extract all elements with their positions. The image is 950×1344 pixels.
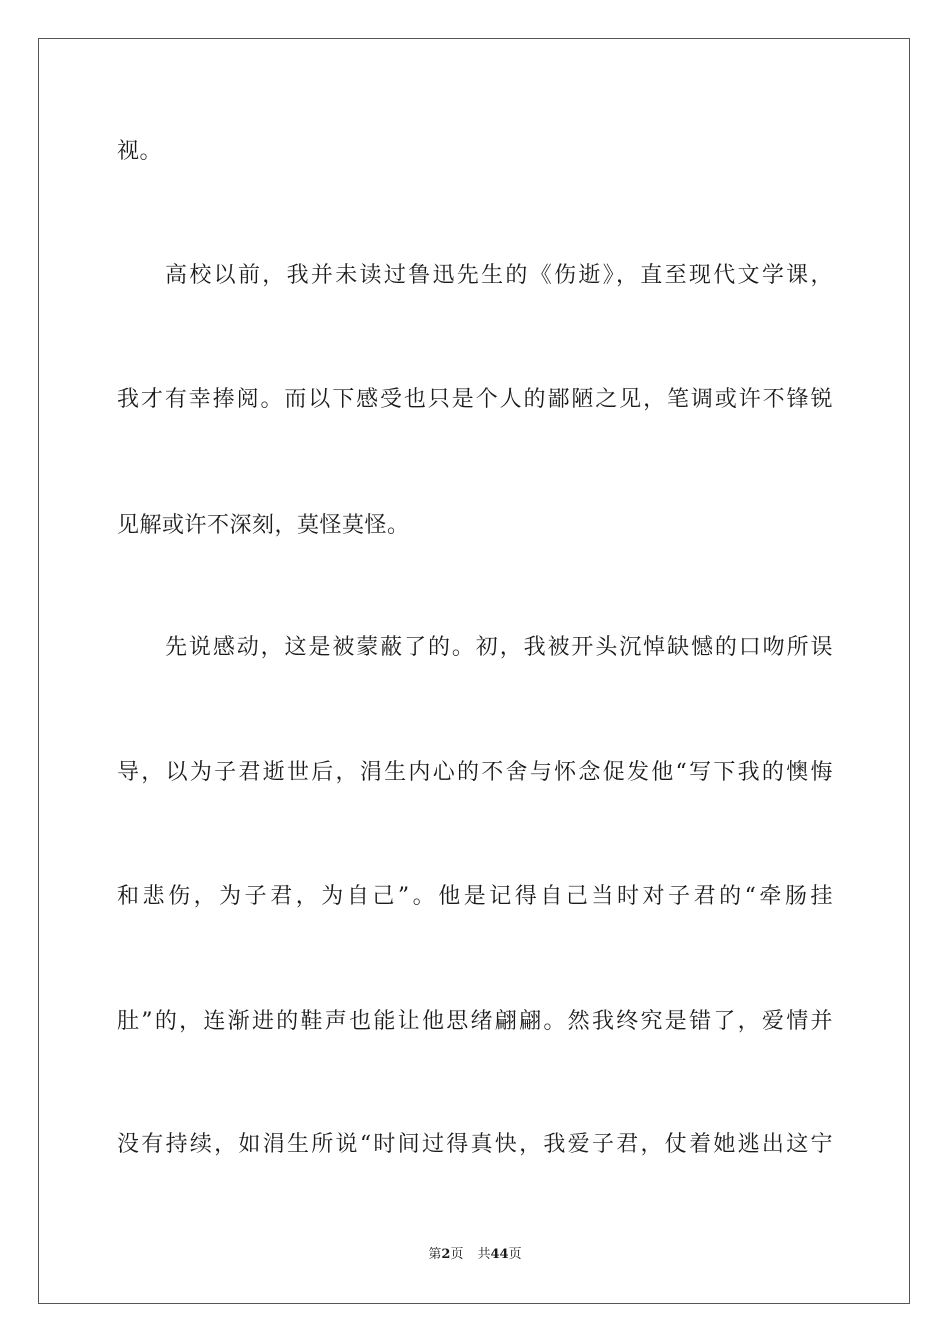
- page-suffix: 页: [450, 1247, 464, 1262]
- paragraph-2-line-3: 见解或许不深刻，莫怪莫怪。: [117, 513, 410, 538]
- page-prefix: 第: [428, 1247, 442, 1262]
- paragraph-3-line-4: 肚”的，连渐进的鞋声也能让他思绪翩翩。然我终究是错了，爱情并: [117, 1009, 833, 1034]
- page-footer: [0, 1246, 950, 1264]
- paragraph-2-line-2: 我才有幸捧阅。而以下感受也只是个人的鄙陋之见，笔调或许不锋锐: [117, 387, 833, 412]
- paragraph-2-line-1: 高校以前，我并未读过鲁迅先生的《伤逝》，直至现代文学课，: [165, 263, 833, 288]
- paragraph-3-line-2: 导，以为子君逝世后，涓生内心的不舍与怀念促发他“写下我的懊悔: [117, 760, 833, 785]
- text-line-1: 视。: [117, 139, 163, 164]
- paragraph-3-line-3: 和悲伤，为子君，为自己”。他是记得自己当时对子君的“牵肠挂: [117, 884, 833, 909]
- paragraph-3-line-1: 先说感动，这是被蒙蔽了的。初，我被开头沉悼缺憾的口吻所误: [165, 635, 833, 660]
- page-border: [38, 38, 910, 1304]
- page-number: 2: [441, 1247, 451, 1262]
- total-pages: 44: [490, 1247, 509, 1262]
- paragraph-3-line-5: 没有持续，如涓生所说“时间过得真快，我爱子君，仗着她逃出这宁: [117, 1132, 833, 1157]
- total-prefix: 共: [477, 1247, 491, 1262]
- total-suffix: 页: [508, 1247, 522, 1262]
